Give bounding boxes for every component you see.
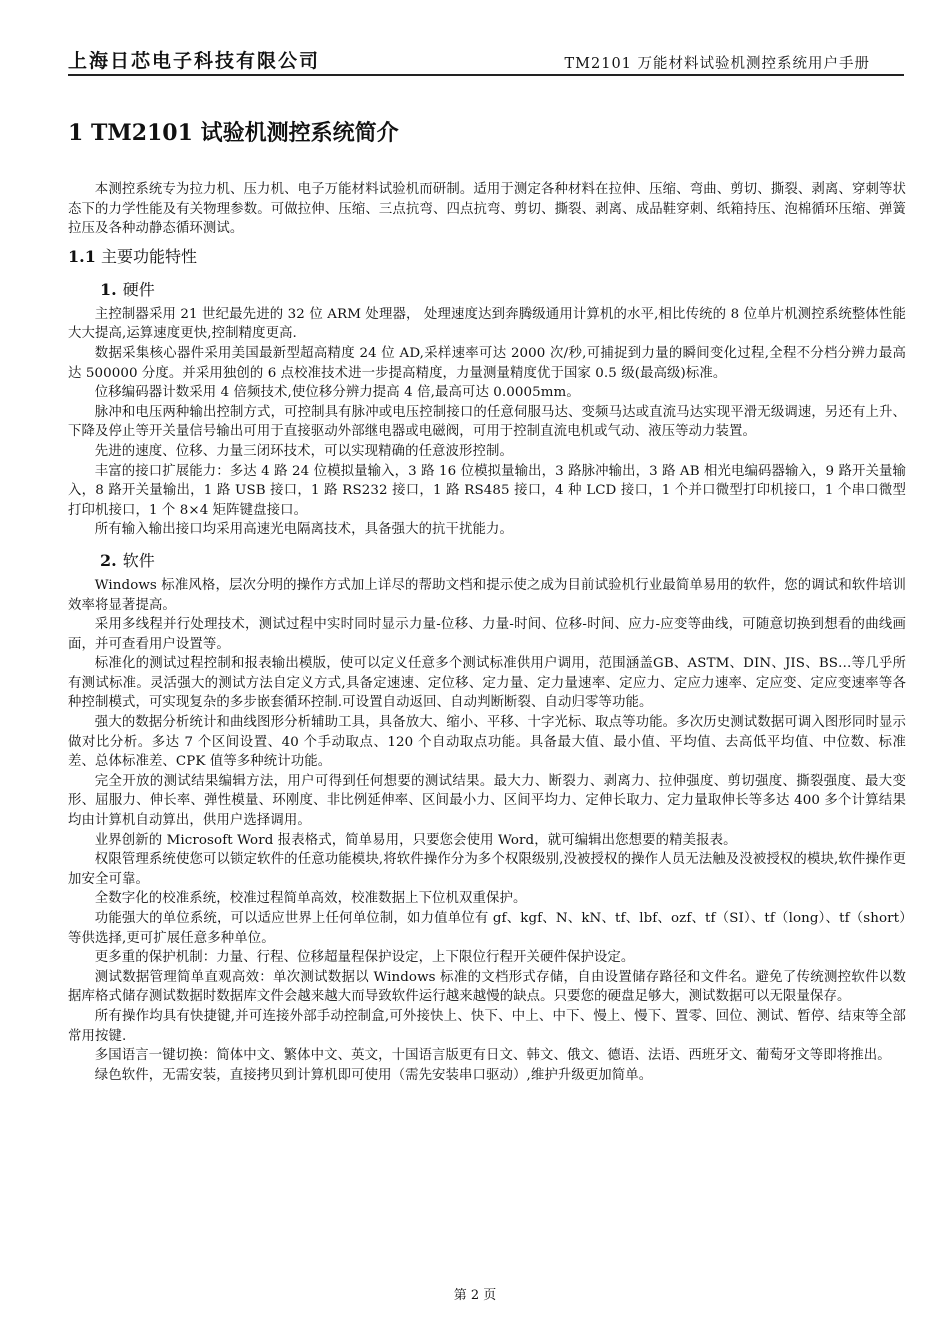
software-paragraph: 所有操作均具有快捷键,并可连接外部手动控制盒,可外接快上、快下、中上、中下、慢上、慢下、置零、回位、测试、暂停、结束等全部常用按键. [68,1008,906,1044]
section-title: 主要功能特性 [100,246,197,266]
software-paragraph: 更多重的保护机制：力量、行程、位移超量程保护设定，上下限位行程开关硬件保护设定。 [94,950,635,966]
software-paragraph: 采用多线程并行处理技术，测试过程中实时同时显示力量-位移、力量-时间、位移-时间、应力-应变等曲线，可随意切换到想看的曲线画面，并可查看用户设置等。 [68,617,906,652]
hardware-number: 1. [100,279,117,299]
company-name: 上海日芯电子科技有限公司 [68,50,321,72]
hardware-paragraph: 丰富的接口扩展能力：多达 4 路 24 位模拟量输入，3 路 16 位模拟量输出，3 路脉冲输出，3 路 AB 相光电编码器输入，9 路开关量输入，8 路开关量输出，1 路 USB 接口，1 路 RS232 接口，1 路 RS485 接口，4 种 LCD 接口，1 个并口微型打印机接口，1 个串口微型打印机接口，1 个 8×4 矩阵键盘接口。 [68,463,906,518]
hardware-paragraph: 先进的速度、位移、力量三闭环技术，可以实现精确的任意波形控制。 [94,443,514,459]
hardware-title: 硬件 [122,279,155,299]
hardware-paragraph: 位移编码器计数采用 4 倍频技术,使位移分辨力提高 4 倍,最高可达 0.0005mm。 [94,385,580,401]
software-paragraph: 完全开放的测试结果编辑方法，用户可得到任何想要的测试结果。最大力、断裂力、剥离力、拉伸强度、剪切强度、撕裂强度、最大变形、屈服力、伸长率、弹性模量、环刚度、非比例延伸率、区间最小力、区间平均力、定伸长取力、定力量取伸长等多达 400 多个计算结果均由计算机自动算出，供用户选择调用。 [68,773,906,829]
software-heading [100,550,906,572]
software-paragraph: Windows 标准风格，层次分明的操作方式加上详尽的帮助文档和提示使之成为目前试验机行业最简单易用的软件，您的调试和软件培训效率将显著提高。 [68,577,906,613]
manual-title: TM2101 万能材料试验机测控系统用户手册 [564,56,870,72]
section-heading [68,245,906,269]
hardware-heading [100,279,906,301]
software-paragraph: 强大的数据分析统计和曲线图形分析辅助工具，具备放大、缩小、平移、十字光标、取点等功能。多次历史测试数据可调入图形同时显示做对比分析。多达 7 个区间设置、40 个手动取点、120 个自动取点功能。具备最大值、最小值、平均值、去高低平均值、中位数、标准差、总体标准差、CPK 值等多种统计功能。 [68,715,906,770]
software-paragraph: 功能强大的单位系统，可以适应世界上任何单位制，如力值单位有 gf、kgf、N、kN、tf、lbf、ozf、tf（SI）、tf（long）、tf（short）等供选择,更可扩展任意多种单位。 [68,911,906,946]
software-paragraph: 业界创新的 Microsoft Word 报表格式，简单易用，只要您会使用 Word，就可编辑出您想要的精美报表。 [94,832,737,848]
software-paragraph: 全数字化的校准系统，校准过程简单高效，校准数据上下位机双重保护。 [94,891,527,907]
document-body [68,180,906,1085]
chapter-title: 1 TM2101 试验机测控系统简介 [68,120,399,146]
software-paragraph: 测试数据管理简单直观高效：单次测试数据以 Windows 标准的文档形式存储，自由设置储存路径和文件名。避免了传统测控软件以数据库格式储存测试数据时数据库文件会越来越大而导致软件运行越来越慢的缺点。只要您的硬盘足够大，测试数据可以无限量保存。 [68,969,906,1005]
software-paragraph: 多国语言一键切换：简体中文、繁体中文、英文，十国语言版更有日文、韩文、俄文、德语、法语、西班牙文、葡萄牙文等即将推出。 [94,1048,891,1064]
hardware-paragraph: 数据采集核心器件采用美国最新型超高精度 24 位 AD,采样速率可达 2000 次/秒,可捕捉到力量的瞬间变化过程,全程不分档分辨力最高达 500000 分度。并采用独创的 6 点校准技术进一步提高精度，力量测量精度优于国家 0.5 级(最高级)标准。 [68,345,906,381]
intro-paragraph: 本测控系统专为拉力机、压力机、电子万能材料试验机而研制。适用于测定各种材料在拉伸、压缩、弯曲、剪切、撕裂、剥离、穿刺等状态下的力学性能及有关物理参数。可做拉伸、压缩、三点抗弯、四点抗弯、剪切、撕裂、剥离、成品鞋穿刺、纸箱持压、泡棉循环压缩、弹簧拉压及各种动静态循环测试。 [68,182,906,237]
software-title: 软件 [122,550,155,570]
software-paragraph: 权限管理系统使您可以锁定软件的任意功能模块,将软件操作分为多个权限级别,没被授权的操作人员无法触及没被授权的模块,软件操作更加安全可靠。 [68,852,906,887]
software-number: 2. [100,550,117,570]
section-number: 1.1 [68,246,96,266]
software-paragraph: 标准化的测试过程控制和报表输出模版，使可以定义任意多个测试标准供用户调用，范围涵盖GB、ASTM、DIN、JIS、BS…等几乎所有测试标准。灵活强大的测试方法自定义方式,具备定速速、定位移、定力量、定力量速率、定应力、定应力速率、定应变、定应变速率等各种控制模式，可实现复杂的多步嵌套循环控制.可设置自动返回、自动判断断裂、自动归零等功能。 [68,656,906,711]
software-paragraph: 绿色软件，无需安装，直接拷贝到计算机即可使用（需先安装串口驱动）,维护升级更加简单。 [94,1067,653,1083]
hardware-paragraph: 所有输入输出接口均采用高速光电隔离技术，具备强大的抗干扰能力。 [94,522,514,538]
hardware-paragraph: 脉冲和电压两种输出控制方式，可控制具有脉冲或电压控制接口的任意伺服马达、变频马达或直流马达实现平滑无级调速，另还有上升、下降及停止等开关量信号输出可用于直接驱动外部继电器或电磁阀，可用于控制直流电机或气动、液压等动力装置。 [68,404,906,440]
hardware-paragraph: 主控制器采用 21 世纪最先进的 32 位 ARM 处理器， 处理速度达到奔腾级通用计算机的水平,相比传统的 8 位单片机测控系统整体性能大大提高,运算速度更快,控制精度更高. [68,306,906,342]
page-header [68,40,904,76]
page-number: 第 2 页 [453,1288,497,1303]
